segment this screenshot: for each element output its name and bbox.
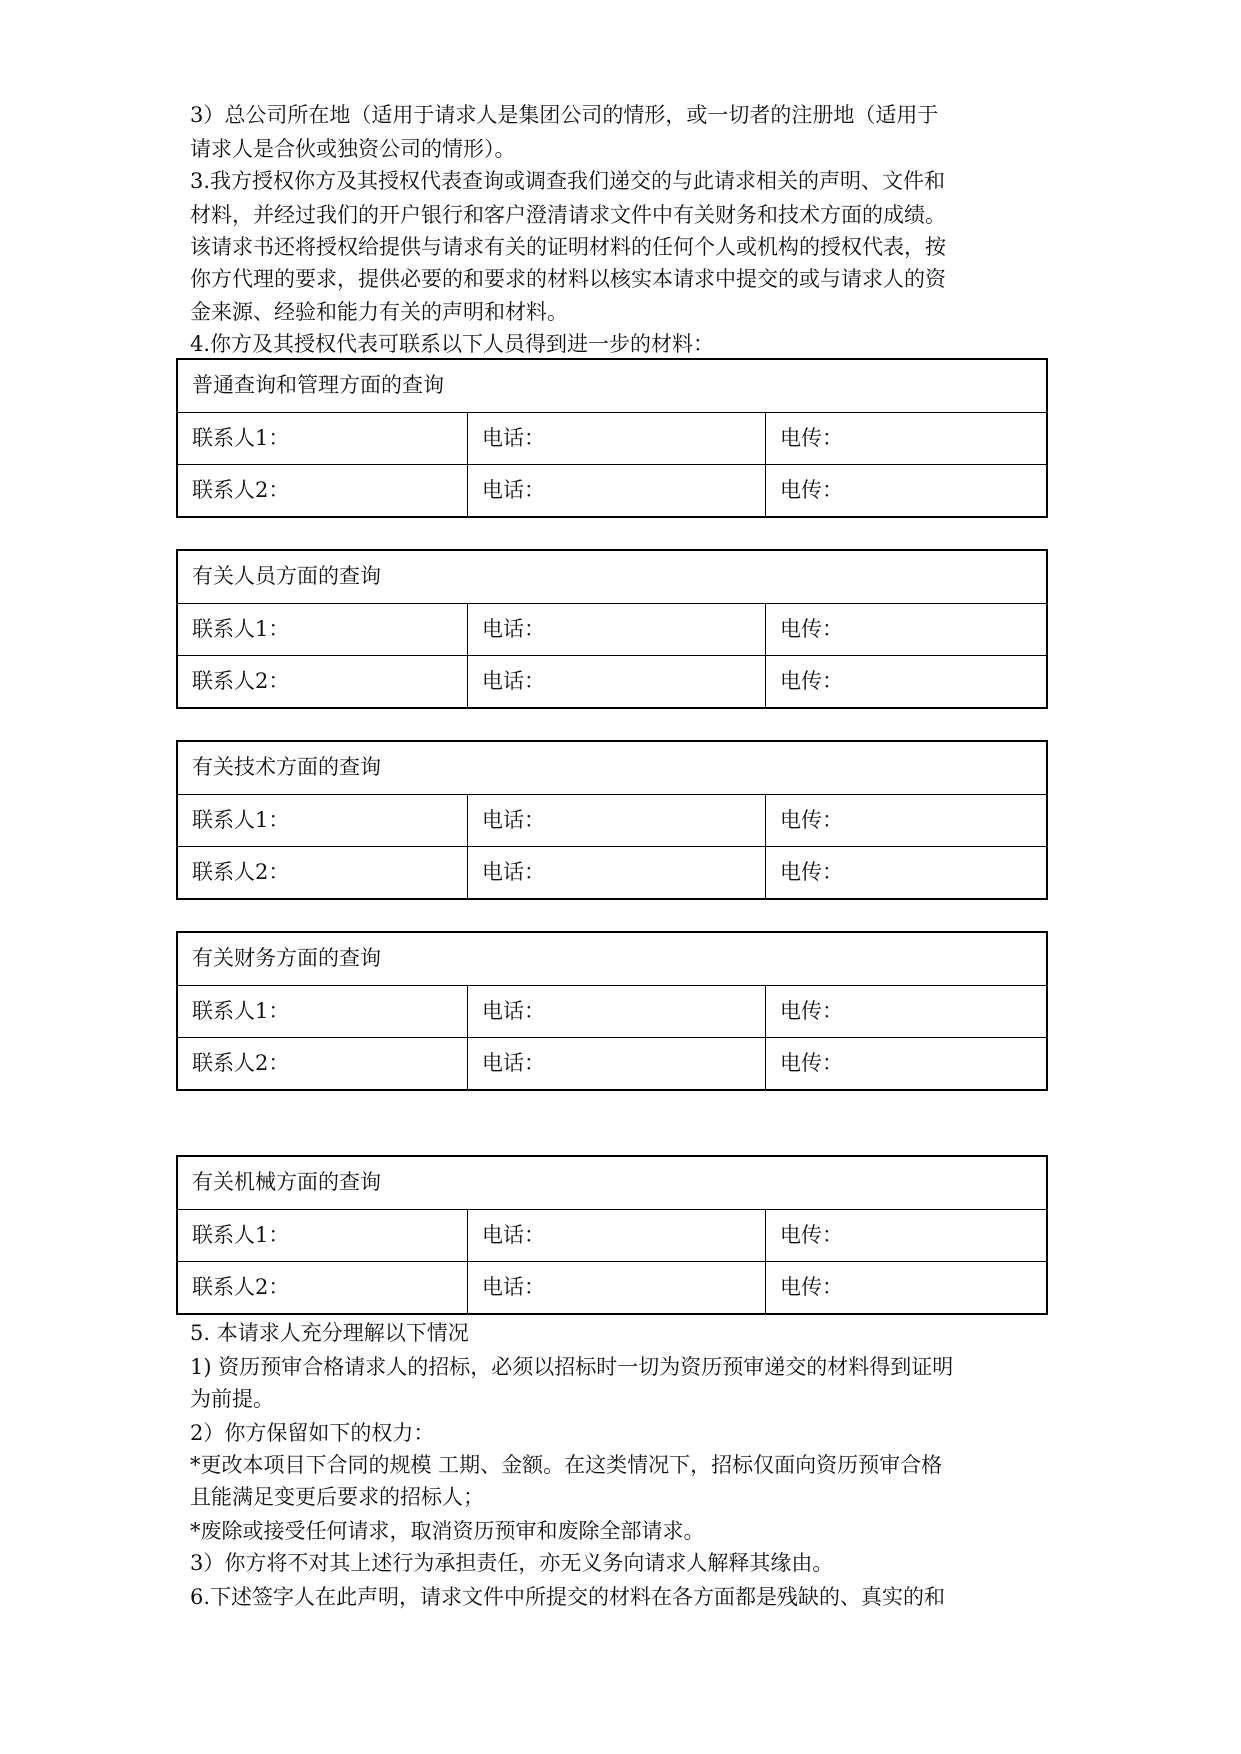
table-header <box>178 551 1046 603</box>
table-title: 普通查询和管理方面的查询 <box>192 373 444 397</box>
table-row <box>178 603 1046 655</box>
table-title: 有关技术方面的查询 <box>192 755 381 779</box>
intro-line-8: 4.你方及其授权代表可联系以下人员得到进一步的材料： <box>190 332 715 356</box>
outro-line-4: 2）你方保留如下的权力： <box>190 1421 435 1445</box>
table-header <box>178 1157 1046 1209</box>
phone-cell: 电话： <box>468 604 766 655</box>
outro-line-8: 3）你方将不对其上述行为承担责任，亦无义务向请求人解释其缘由。 <box>190 1551 834 1575</box>
intro-line-2: 请求人是合伙或独资公司的情形）。 <box>190 137 516 161</box>
intro-line-3: 3.我方授权你方及其授权代表查询或调查我们递交的与此请求相关的声明、文件和 <box>190 169 946 193</box>
table-row <box>178 464 1046 516</box>
fax-cell: 电传： <box>780 669 843 693</box>
contact-cell: 联系人2： <box>178 465 468 516</box>
table-row <box>178 655 1046 707</box>
contact-table-general <box>176 358 1048 518</box>
contact-cell: 联系人1： <box>178 986 468 1037</box>
fax-cell: 电传： <box>780 1275 843 1299</box>
table-row <box>178 985 1046 1037</box>
table-row <box>178 412 1046 464</box>
intro-line-4: 材料，并经过我们的开户银行和客户澄清请求文件中有关财务和技术方面的成绩。 <box>190 203 946 227</box>
outro-line-1: 5. 本请求人充分理解以下情况 <box>190 1321 469 1345</box>
intro-line-5: 该请求书还将授权给提供与请求有关的证明材料的任何个人或机构的授权代表，按 <box>190 235 946 259</box>
table-title: 有关人员方面的查询 <box>192 564 381 588</box>
phone-cell: 电话： <box>468 986 766 1037</box>
phone-cell: 电话： <box>468 847 766 898</box>
fax-cell: 电传： <box>780 860 843 884</box>
contact-table-mechanical <box>176 1155 1048 1315</box>
fax-cell: 电传： <box>780 617 843 641</box>
table-row <box>178 846 1046 898</box>
fax-cell: 电传： <box>780 1051 843 1075</box>
outro-line-9: 6.下述签字人在此声明，请求文件中所提交的材料在各方面都是残缺的、真实的和 <box>190 1585 946 1609</box>
contact-table-personnel <box>176 549 1048 709</box>
contact-table-financial <box>176 931 1048 1091</box>
contact-cell: 联系人1： <box>178 1210 468 1261</box>
phone-cell: 电话： <box>468 1038 766 1089</box>
contact-table-technical <box>176 740 1048 900</box>
fax-cell: 电传： <box>780 478 843 502</box>
fax-cell: 电传： <box>780 426 843 450</box>
phone-cell: 电话： <box>468 795 766 846</box>
outro-line-5: *更改本项目下合同的规模 工期、金额。在这类情况下，招标仅面向资历预审合格 <box>190 1453 943 1477</box>
phone-cell: 电话： <box>468 656 766 707</box>
table-title: 有关机械方面的查询 <box>192 1170 381 1194</box>
contact-cell: 联系人1： <box>178 795 468 846</box>
contact-cell: 联系人2： <box>178 656 468 707</box>
table-title: 有关财务方面的查询 <box>192 946 381 970</box>
phone-cell: 电话： <box>468 465 766 516</box>
phone-cell: 电话： <box>468 1210 766 1261</box>
fax-cell: 电传： <box>780 808 843 832</box>
outro-line-7: *废除或接受任何请求，取消资历预审和废除全部请求。 <box>190 1519 705 1543</box>
contact-cell: 联系人2： <box>178 1038 468 1089</box>
contact-cell: 联系人1： <box>178 604 468 655</box>
phone-cell: 电话： <box>468 1262 766 1313</box>
contact-cell: 联系人2： <box>178 847 468 898</box>
fax-cell: 电传： <box>780 999 843 1023</box>
phone-cell: 电话： <box>468 413 766 464</box>
intro-line-6: 你方代理的要求，提供必要的和要求的材料以核实本请求中提交的或与请求人的资 <box>190 267 946 291</box>
table-header <box>178 360 1046 412</box>
fax-cell: 电传： <box>780 1223 843 1247</box>
outro-line-2: 1) 资历预审合格请求人的招标，必须以招标时一切为资历预审递交的材料得到证明 <box>190 1355 954 1379</box>
table-row <box>178 1261 1046 1313</box>
outro-line-3: 为前提。 <box>190 1387 274 1411</box>
table-row <box>178 1037 1046 1089</box>
intro-line-1: 3）总公司所在地（适用于请求人是集团公司的情形，或一切者的注册地（适用于 <box>190 103 939 127</box>
table-header <box>178 933 1046 985</box>
intro-line-7: 金来源、经验和能力有关的声明和材料。 <box>190 300 568 324</box>
table-header <box>178 742 1046 794</box>
outro-line-6: 且能满足变更后要求的招标人； <box>190 1485 484 1509</box>
table-row <box>178 1209 1046 1261</box>
contact-cell: 联系人2： <box>178 1262 468 1313</box>
contact-cell: 联系人1： <box>178 413 468 464</box>
table-row <box>178 794 1046 846</box>
